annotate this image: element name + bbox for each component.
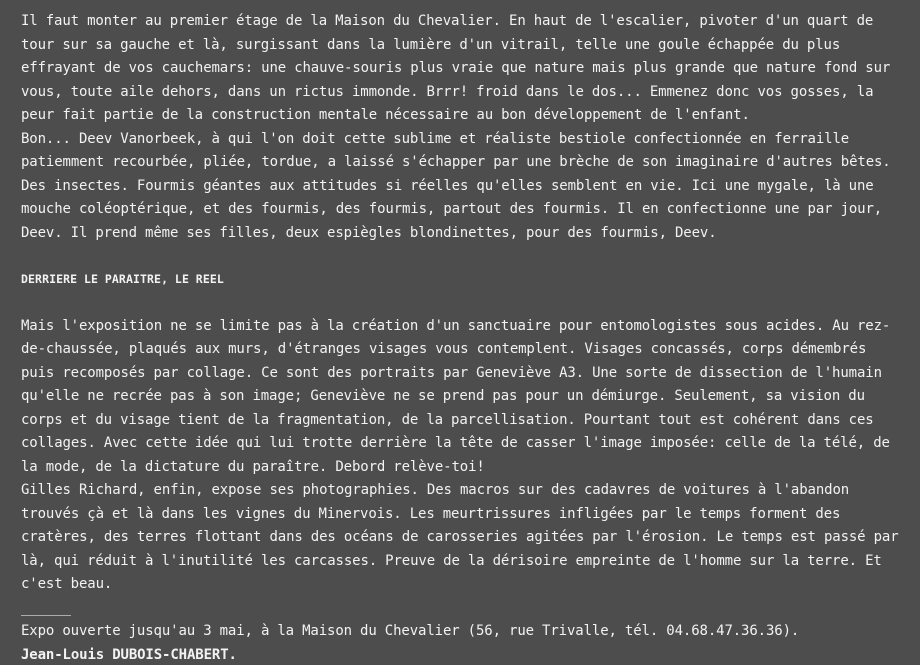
section-paragraph-1: Mais l'exposition ne se limite pas à la création d'un sanctuaire pour entomologistes sous acides. Au rez-de-chaussée, plaqués aux murs, d'étranges visages vous contemplent. Visages concassés, corps démembrés puis recomposés par collage. Ce sont des portraits par Geneviève A3. Une sorte de dissection de l'humain qu'elle ne recrée pas à son image; Geneviève ne se prend pas pour un démiurge. Seulement, sa vision du corps et du visage tient de la fragmentation, de la parcellisation. Pourtant tout est cohérent dans ces collages. Avec cette idée qui lui trotte derrière la tête de casser l'image imposée: celle de la télé, de la mode, de la dictature du paraître. Debord relève-toi! [21, 317, 891, 475]
section-paragraph-2: Gilles Richard, enfin, expose ses photographies. Des macros sur des cadavres de voitures à l'abandon trouvés çà et là dans les vignes du Minervois. Les meurtrissures infligées par le temps forment des cratères, des terres flottant dans des océans de carosseries agitées par l'érosion. Le temps est passé par là, qui réduit à l'inutilité les carcasses. Preuve de la dérisoire empreinte de l'homme sur la terre. Et c'est beau. [21, 482, 899, 592]
intro-paragraph-1: Il faut monter au premier étage de la Maison du Chevalier. En haut de l'escalier, pivoter d'un quart de tour sur sa gauche et là, surgissant dans la lumière d'un vitrail, telle une goule échappée du plus effrayant de vos cauchemars: une chauve-souris plus vraie que nature mais plus grande que nature fond sur vous, toute aile dehors, dans un rictus immonde. Brrr! froid dans le dos... Emmenez donc vos gosses, la peur fait partie de la construction mentale nécessaire au bon développement de l'enfant. [21, 13, 891, 123]
divider-line: ______ [21, 599, 71, 616]
exhibition-info: Expo ouverte jusqu'au 3 mai, à la Maison du Chevalier (56, rue Trivalle, tél. 04.68.47.36.36). [21, 623, 800, 639]
section-heading: DERRIERE LE PARAITRE, LE REEL [21, 272, 224, 286]
intro-paragraph-3: Des insectes. Fourmis géantes aux attitudes si réelles qu'elles semblent en vie. Ici une mygale, là une mouche coléoptérique, et des fourmis, des fourmis, partout des fourmis. Il en confectionne une par jour, Deev. Il prend même ses filles, deux espiègles blondinettes, pour des fourmis, Deev. [21, 177, 883, 241]
intro-paragraph-2: Bon... Deev Vanorbeek, à qui l'on doit cette sublime et réaliste bestiole confectionnée en ferraille patiemment recourbée, pliée, tordue, a laissé s'échapper par une brèche de son imaginaire d'autres bêtes. [21, 130, 891, 170]
author-signature: Jean-Louis DUBOIS-CHABERT. [21, 646, 237, 663]
